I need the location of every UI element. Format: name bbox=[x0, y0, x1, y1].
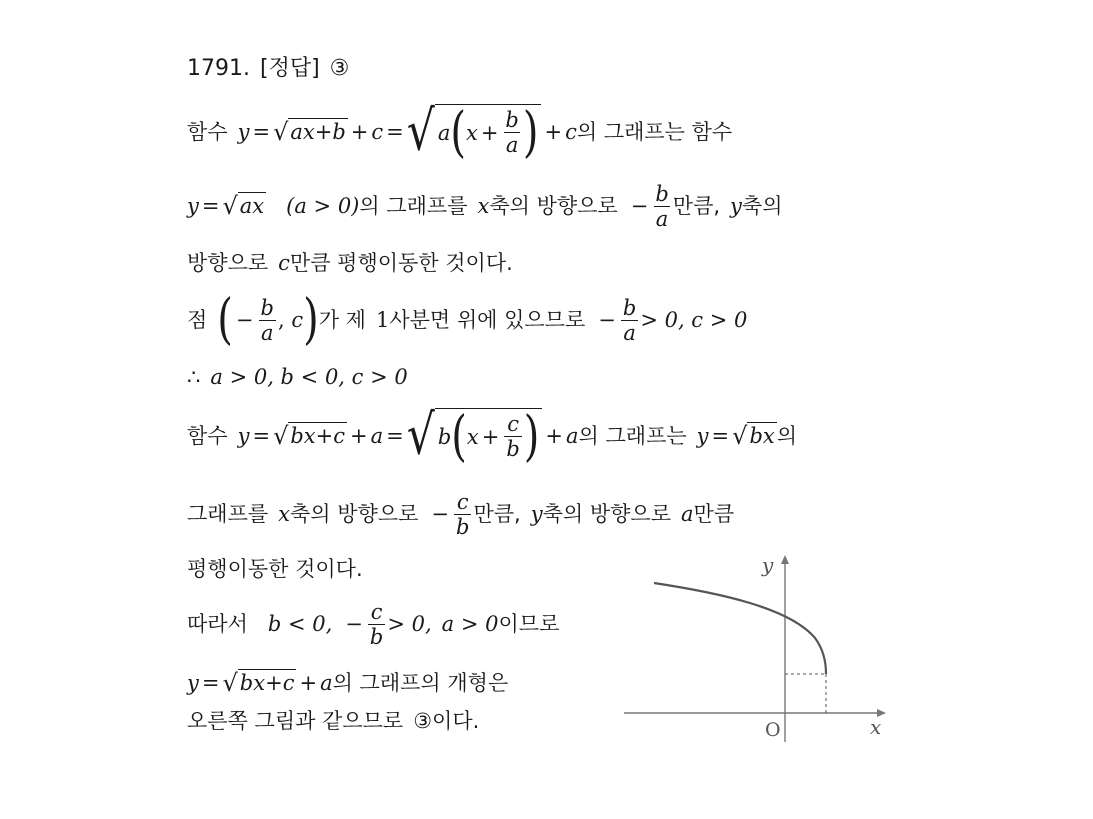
problem-number: 1791. bbox=[187, 56, 250, 81]
sqrt-ax-b: √ ax+b bbox=[273, 118, 346, 146]
solution-line-4: 점 ( − $\frac{b}{a}$ , c ) 가 제 1 사분면 위에 있으므로 − $\frac{b}{a}$ > 0, c > 0 bbox=[187, 288, 748, 352]
y-axis-arrow bbox=[781, 555, 789, 564]
sqrt-factored: √ a ( x + $\frac{b}{a}$ ) bbox=[407, 104, 542, 160]
sqrt-curve bbox=[654, 583, 826, 674]
solution-line-5: ∴ a > 0, b < 0, c > 0 bbox=[187, 362, 408, 392]
solution-line-7: 그래프를 x 축의 방향으로 − $\frac{c}{b}$ 만큼, y 축의 방향으로 a 만큼 bbox=[187, 489, 735, 539]
sqrt-ax: √ ax bbox=[222, 192, 265, 220]
x-axis-label: x bbox=[870, 715, 882, 739]
answer-circled-3: ③ bbox=[413, 709, 433, 733]
text-graph-of: 의 그래프는 함수 bbox=[576, 120, 733, 144]
origin-label: O bbox=[765, 719, 781, 741]
solution-line-10: y = √ bx+c + a 의 그래프의 개형은 bbox=[187, 669, 509, 697]
sketch-graph bbox=[620, 548, 895, 748]
condition-a-positive: (a > 0) bbox=[286, 194, 360, 218]
solution-line-11: 오른쪽 그림과 같으므로 ③ 이다. bbox=[187, 706, 479, 736]
solution-line-3: 방향으로 c 만큼 평행이동한 것이다. bbox=[187, 251, 513, 275]
therefore-symbol: ∴ bbox=[187, 365, 201, 389]
frac-b-over-a: $\frac{b}{a}$ bbox=[655, 181, 669, 231]
solution-line-6: 함수 y = √ bx+c + a = √ b ( x + $\frac{c}{b}$ ) + a 의 그래프는 y = √ bx 의 bbox=[187, 403, 798, 468]
solution-line-2: y = √ ax (a > 0) 의 그래프를 x 축의 방향으로 − $\frac{b}{a}$ 만큼, y 축의 bbox=[187, 181, 783, 231]
y-axis-label: y bbox=[762, 553, 774, 577]
solution-line-9: 따라서 b < 0, − $\frac{c}{b}$ > 0, a > 0 이므로 bbox=[187, 599, 560, 649]
answer-header bbox=[187, 54, 349, 84]
answer-mark: ③ bbox=[329, 56, 350, 81]
math-y: y bbox=[237, 120, 250, 144]
solution-line-8: 평행이동한 것이다. bbox=[187, 557, 363, 581]
answer-label: [정답] bbox=[259, 56, 320, 81]
text-function: 함수 bbox=[187, 120, 228, 144]
solution-line-1: 함수 y = √ ax+b + c = √ a ( x + $\frac{b}{a}$ ) + c 의 그래프는 함수 bbox=[187, 99, 733, 164]
